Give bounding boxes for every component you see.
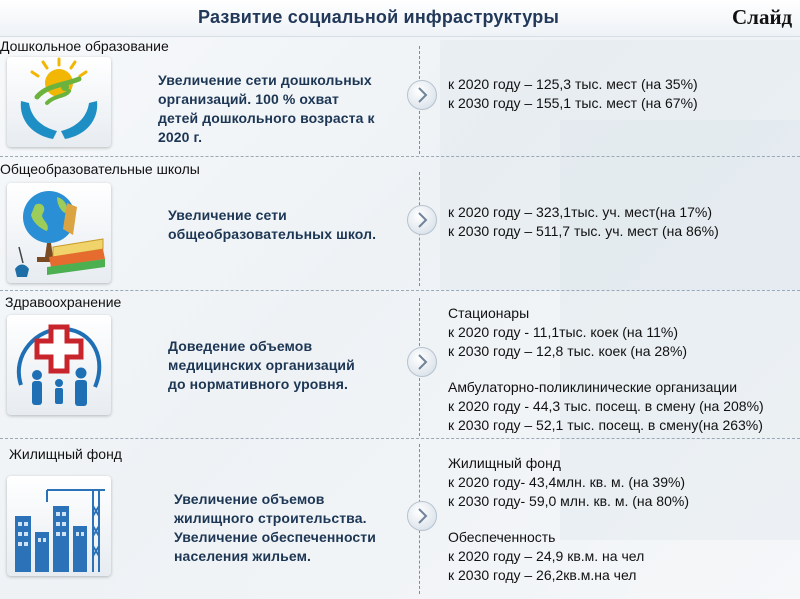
description-line: жилищного строительства.: [174, 510, 367, 526]
description-line: населения жильем.: [174, 548, 312, 564]
stat-line: к 2030 году – 511,7 тыс. уч. мест (на 86%): [448, 223, 719, 239]
preschool-icon-box: [7, 57, 111, 147]
description-line: Доведение объемов: [168, 338, 313, 354]
description-line: Увеличение сети дошкольных: [158, 72, 372, 88]
chevron-right-icon: [407, 347, 437, 377]
healthcare-icon-box: [7, 315, 111, 415]
schools-description: [168, 206, 376, 244]
stat-line: к 2030 году – 12,8 тыс. коек (на 28%): [448, 343, 688, 359]
stat-line: к 2020 году - 44,3 тыс. посещ. в смену (на 208%): [448, 398, 764, 414]
stat-line: к 2030 году – 26,2кв.м.на чел: [448, 567, 637, 583]
description-line: Увеличение объемов: [174, 491, 325, 507]
chevron-right-icon: [407, 80, 437, 110]
section-separator: [0, 290, 800, 291]
stat-line: к 2020 году – 125,3 тыс. мест (на 35%): [448, 76, 698, 92]
preschool-description: [158, 71, 375, 147]
healthcare-description: [168, 337, 355, 394]
stat-line: к 2020 году – 24,9 кв.м. на чел: [448, 548, 645, 564]
school-globe-books-icon: [7, 183, 111, 283]
description-line: детей дошкольного возраста к: [158, 110, 375, 126]
slide-header: [0, 0, 800, 37]
preschool-stats: [448, 75, 698, 113]
section-title-healthcare: Здравоохранение: [5, 294, 122, 310]
chevron-right-icon: [407, 205, 437, 235]
description-line: до нормативного уровня.: [168, 376, 348, 392]
stat-line: к 2020 году – 323,1тыс. уч. мест(на 17%): [448, 204, 712, 220]
description-line: общеобразовательных школ.: [168, 226, 377, 242]
description-line: Увеличение сети: [168, 207, 287, 223]
description-line: медицинских организаций: [168, 357, 355, 373]
housing-icon-box: [7, 476, 111, 576]
housing-description: [174, 490, 376, 566]
schools-stats: [448, 203, 719, 241]
section-title-housing: Жилищный фонд: [9, 446, 122, 462]
section-separator: [0, 438, 800, 439]
housing-stats: [448, 454, 689, 585]
stat-line: к 2020 году- 43,4млн. кв. м. (на 39%): [448, 474, 686, 490]
page-title: Развитие социальной инфраструктуры: [198, 7, 560, 27]
section-title-schools: Общеобразовательные школы: [0, 161, 200, 177]
group-heading: Стационары: [448, 305, 530, 321]
stat-line: к 2020 году - 11,1тыс. коек (на 11%): [448, 324, 678, 340]
group-heading: Амбулаторно-поликлинические организации: [448, 379, 738, 395]
description-line: организаций. 100 % охват: [158, 91, 339, 107]
healthcare-stats: [448, 304, 764, 435]
medical-cross-family-icon: [7, 315, 111, 415]
stat-line: к 2030 году – 155,1 тыс. мест (на 67%): [448, 95, 698, 111]
buildings-crane-icon: [7, 476, 111, 576]
school-icon-box: [7, 183, 111, 283]
group-heading: Жилищный фонд: [448, 455, 561, 471]
stat-line: к 2030 году – 52,1 тыс. посещ. в смену(на 263%): [448, 417, 763, 433]
section-title-preschool: Дошкольное образование: [0, 38, 169, 54]
group-heading: Обеспеченность: [448, 529, 556, 545]
description-line: Увеличение обеспеченности: [174, 529, 376, 545]
slide-label: Слайд: [732, 5, 793, 29]
stat-line: к 2030 году- 59,0 млн. кв. м. (на 80%): [448, 493, 689, 509]
section-separator: [0, 156, 800, 157]
chevron-right-icon: [407, 501, 437, 531]
preschool-icon: [7, 57, 111, 147]
description-line: 2020 г.: [158, 129, 203, 145]
